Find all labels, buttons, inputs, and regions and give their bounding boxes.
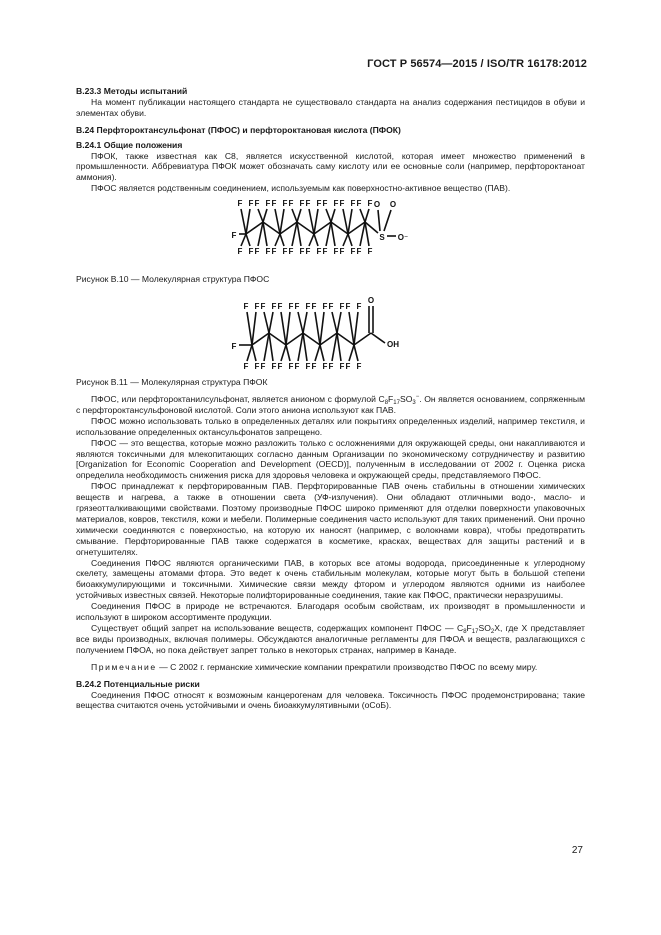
fluorine-atom-label: F	[339, 247, 345, 257]
chemical-bond	[286, 345, 290, 361]
note: Примечание — С 2002 г. германские химические компании прекратили производство ПФОС по всему миру.	[91, 661, 538, 672]
chemical-bond	[281, 345, 286, 361]
chemical-bond	[246, 209, 250, 234]
fluorine-atom-label: F	[350, 247, 356, 257]
fluorine-atom-label: F	[311, 302, 317, 312]
fluorine-atom-label: F	[305, 199, 311, 209]
fluorine-atom-label: F	[231, 231, 237, 241]
fluorine-atom-label: F	[254, 199, 260, 209]
hydroxyl-group-label: OH	[387, 340, 399, 350]
fluorine-atom-label: F	[254, 302, 260, 312]
chemical-bond	[303, 312, 307, 333]
chemical-bond	[298, 333, 303, 361]
chemical-bond	[264, 312, 269, 333]
paragraph-formula: Существует общий запрет на использование веществ, содержащих компонент ПФОС — $C_8F_{17}SO_2X$, где X представляет все виды производных, включая полимеры. Обсуждаются аналогичные регламенты для ПФОА и веществ, разлагающихся с получением ПФОА, но пока действует запрет только в некоторых странах, например в Канаде.	[76, 623, 585, 655]
oxygen-atom-label: O	[389, 200, 397, 210]
chemical-bond	[241, 234, 246, 246]
section-title-b23-3: В.23.3 Методы испытаний	[76, 86, 188, 96]
oxygen-atom-label: O	[367, 296, 375, 306]
fluorine-atom-label: F	[322, 247, 328, 257]
paragraph-formula: ПФОС, или перфтороктанилсульфонат, является анионом с формулой $C_8F_{17}SO_3^-$. Он является основанием, сопряженным с перфтороктансульфоновой кислотой. Соли этого аниона используют как ПАВ.	[76, 393, 585, 415]
chemical-bond	[269, 333, 286, 345]
figure-caption-b11: Рисунок В.11 — Молекулярная структура ПФОК	[76, 377, 268, 388]
paragraph: ПФОС является родственным соединением, используемым как поверхностно-активное вещество (ПАВ).	[91, 183, 511, 194]
pfoa-structure-diagram	[76, 293, 585, 377]
fluorine-atom-label: F	[243, 362, 249, 372]
fluorine-atom-label: F	[288, 199, 294, 209]
fluorine-atom-label: F	[277, 362, 283, 372]
figure-caption-b10: Рисунок В.10 — Молекулярная структура ПФОС	[76, 274, 270, 285]
fluorine-atom-label: F	[311, 362, 317, 372]
fluorine-atom-label: F	[277, 302, 283, 312]
fluorine-atom-label: F	[254, 362, 260, 372]
section-title-b24: В.24 Перфтороктансульфонат (ПФОС) и перфтороктановая кислота (ПФОК)	[76, 124, 401, 135]
figure-pfoa	[76, 293, 585, 377]
fluorine-atom-label: F	[271, 247, 277, 257]
fluorine-atom-label: F	[339, 199, 345, 209]
fluorine-atom-label: F	[322, 362, 328, 372]
fluorine-atom-label: F	[350, 199, 356, 209]
fluorine-atom-label: F	[243, 302, 249, 312]
sulfur-atom-label: S	[379, 233, 385, 243]
fluorine-atom-label: F	[271, 362, 277, 372]
fluorine-atom-label: F	[265, 247, 271, 257]
chemical-bond	[354, 312, 358, 345]
fluorine-atom-label: F	[282, 247, 288, 257]
chemical-bond	[280, 234, 284, 246]
chemical-bond	[384, 210, 391, 231]
chemical-bond	[348, 209, 352, 234]
chemical-bond	[332, 312, 337, 333]
fluorine-atom-label: F	[288, 302, 294, 312]
chemical-bond	[337, 333, 341, 361]
chemical-bond	[343, 234, 348, 246]
chemical-bond	[281, 312, 286, 345]
fluorine-atom-label: F	[271, 199, 277, 209]
fluorine-atom-label: F	[328, 362, 334, 372]
chemical-bond	[331, 209, 335, 222]
fluorine-atom-label: F	[282, 199, 288, 209]
chemical-bond	[303, 333, 320, 345]
chemical-bond	[332, 333, 337, 361]
chemical-bond	[371, 333, 385, 343]
fluorine-atom-label: F	[299, 199, 305, 209]
paragraph: Соединения ПФОС являются органическими ПАВ, в которых все атомы водорода, присоединенные к углеродному скелету, замещены атомами фтора. Это ведет к очень стабильным молекулам, которые могут быть в большой степени биоаккумулирующими и токсичными. Химические связи между фтором и углеродом являются одними из наиболее устойчивых известных связей. Некоторые полифторированные соединения, такие как ПФОС, практически неразрушимы.	[76, 557, 585, 601]
fluorine-atom-label: F	[254, 247, 260, 257]
oxygen-atom-label: O	[373, 200, 381, 210]
document-body	[76, 86, 585, 711]
fluorine-atom-label: F	[237, 247, 243, 257]
chemical-bond	[280, 209, 284, 234]
chemical-bond	[252, 345, 256, 361]
pfos-structure-diagram	[76, 194, 585, 274]
chemical-bond	[297, 209, 301, 222]
chemical-bond	[349, 345, 354, 361]
paragraph: Соединения ПФОС относят к возможным канцерогенам для человека. Токсичность ПФОС продемонстрирована; такие вещества считаются очень устойчивыми и очень биоаккумулятивными (оСоБ).	[76, 689, 585, 711]
fluorine-atom-label: F	[356, 199, 362, 209]
chemical-bond	[348, 234, 352, 246]
paragraph: ПФОС — это вещества, которые можно разложить только с осложнениями для окружающей среды, они накапливаются и являются токсичными для млекопитающих согласно данным Организации по экономическому сотрудничеству и развитию [Organization for Economic Cooperation and Development (OECD)], полученным в исследовании от 2002 г. Оценка риска определила необходимость снижения риска для здоровья человека и окружающей среды, представляемого ПФОС.	[76, 437, 585, 481]
fluorine-atom-label: F	[288, 362, 294, 372]
chemical-bond	[315, 312, 320, 345]
document-header: ГОСТ Р 56574—2015 / ISO/TR 16178:2012	[367, 58, 587, 70]
fluorine-atom-label: F	[237, 199, 243, 209]
fluorine-atom-label: F	[333, 247, 339, 257]
fluorine-atom-label: F	[328, 302, 334, 312]
paragraph: На момент публикации настоящего стандарта не существовало стандарта на анализ содержания пестицидов в обуви и элементах обуви.	[76, 96, 585, 118]
fluorine-atom-label: F	[367, 247, 373, 257]
fluorine-atom-label: F	[305, 247, 311, 257]
chemical-bond	[298, 312, 303, 333]
fluorine-atom-label: F	[305, 302, 311, 312]
figure-pfos	[76, 194, 585, 274]
fluorine-atom-label: F	[265, 199, 271, 209]
fluorine-atom-label: F	[333, 199, 339, 209]
chemical-bond	[241, 209, 246, 234]
chemical-bond	[263, 209, 267, 222]
paragraph: ПФОС принадлежат к перфторированным ПАВ. Перфторированные ПАВ очень стабильны в отношении химических веществ и нагрева, а также в отношении света (УФ-излучения). Они обладают отличными водо-, масло- и грязеотталкивающими свойствами. Поэтому производные ПФОС широко применяют для отделки поверхности упаковочных материалов, ковров, текстиля, кожи и мебели. Полимерные соединения часто используют для таких применений. Они прочно химически соединяются с поверхностью, на которую их наносят (например, с волокнами ковра), чтобы предотвратить смывание. Перфторированные ПАВ также содержатся в косметике, красках, веществах для защиты растений и в огнетушителях.	[76, 481, 585, 557]
fluorine-atom-label: F	[367, 199, 373, 209]
chemical-bond	[320, 345, 324, 361]
fluorine-atom-label: F	[322, 199, 328, 209]
fluorine-atom-label: F	[231, 342, 237, 352]
chemical-bond	[292, 209, 297, 222]
paragraph: ПФОК, также известная как C8, является искусственной кислотой, которая имеет множество применений в промышленности. Аббревиатура ПФОК может обозначать саму кислоту или ее основные соли (например, перфтороктанoат аммония).	[76, 150, 585, 183]
chemical-bond	[303, 333, 307, 361]
chemical-bond	[320, 312, 324, 345]
chemical-bond	[247, 345, 252, 361]
fluorine-atom-label: F	[339, 362, 345, 372]
fluorine-atom-label: F	[339, 302, 345, 312]
chemical-bond	[275, 234, 280, 246]
fluorine-atom-label: F	[322, 302, 328, 312]
chemical-bond	[314, 209, 318, 234]
fluorine-atom-label: F	[356, 247, 362, 257]
oxygen-anion-label: O⁻	[397, 233, 409, 243]
paragraph: Соединения ПФОС в природе не встречаются. Благодаря особым свойствам, их производят в промышленности и используют в широком ассортименте продукции.	[76, 601, 585, 623]
chemical-bond	[297, 222, 301, 246]
chemical-bond	[286, 312, 290, 345]
chemical-bond	[365, 209, 369, 222]
section-title-b24-2: В.24.2 Потенциальные риски	[76, 678, 200, 689]
fluorine-atom-label: F	[299, 247, 305, 257]
chemical-bond	[337, 312, 341, 333]
chemical-bond	[349, 312, 354, 345]
chemical-bond	[360, 209, 365, 222]
fluorine-atom-label: F	[305, 362, 311, 372]
section-title-b24-1: В.24.1 Общие положения	[76, 139, 183, 150]
chemical-bond	[246, 234, 250, 246]
chemical-bond	[314, 234, 318, 246]
chemical-bond	[264, 333, 269, 361]
chemical-bond	[263, 222, 267, 246]
fluorine-atom-label: F	[260, 302, 266, 312]
fluorine-atom-label: F	[288, 247, 294, 257]
fluorine-atom-label: F	[248, 199, 254, 209]
chemical-bond	[315, 345, 320, 361]
fluorine-atom-label: F	[294, 302, 300, 312]
chemical-bond	[378, 210, 380, 231]
fluorine-atom-label: F	[260, 362, 266, 372]
fluorine-atom-label: F	[294, 362, 300, 372]
fluorine-atom-label: F	[356, 362, 362, 372]
fluorine-atom-label: F	[345, 362, 351, 372]
chemical-bond	[354, 333, 371, 345]
chemical-bond	[309, 234, 314, 246]
chemical-bond	[269, 312, 273, 333]
page-number: 27	[571, 845, 583, 856]
chemical-bond	[337, 333, 354, 345]
chemical-bond	[326, 209, 331, 222]
fluorine-atom-label: F	[316, 247, 322, 257]
fluorine-atom-label: F	[248, 247, 254, 257]
paragraph: ПФОС можно использовать только в определенных деталях или покрытиях определенных изделий, например текстиля, и использование определенных октансульфонатов запрещено.	[76, 415, 585, 437]
fluorine-atom-label: F	[316, 199, 322, 209]
chemical-bond	[247, 312, 252, 345]
chemical-bond	[258, 209, 263, 222]
fluorine-atom-label: F	[356, 302, 362, 312]
chemical-bond	[354, 345, 358, 361]
fluorine-atom-label: F	[271, 302, 277, 312]
chemical-bond	[331, 222, 335, 246]
chemical-bond	[252, 312, 256, 345]
fluorine-atom-label: F	[345, 302, 351, 312]
chemical-bond	[269, 333, 273, 361]
